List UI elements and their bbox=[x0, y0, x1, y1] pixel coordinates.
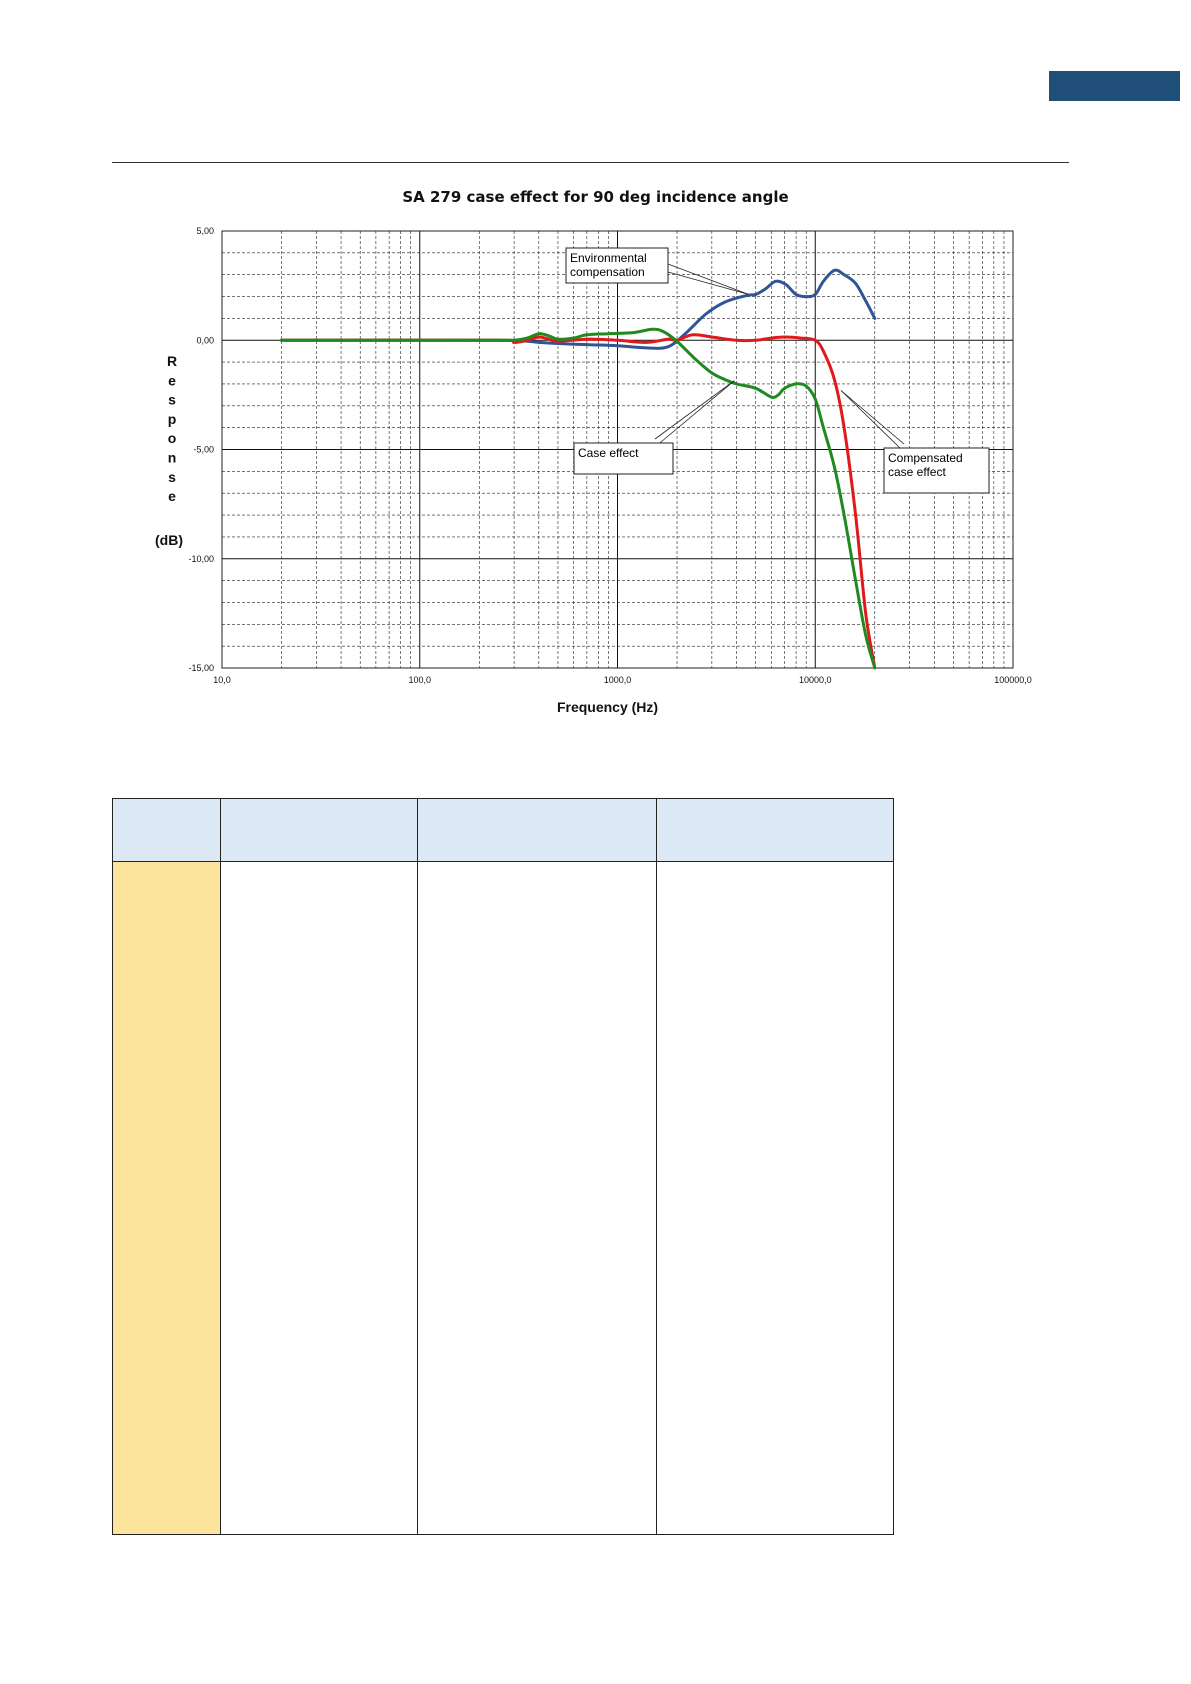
y-tick-label: -10,00 bbox=[188, 553, 214, 564]
y-axis-label-letter: e bbox=[168, 372, 176, 389]
x-tick-label: 1000,0 bbox=[603, 675, 632, 685]
y-tick-label: 5,00 bbox=[196, 226, 214, 236]
table-header-row bbox=[113, 799, 894, 862]
table-header-cell bbox=[657, 799, 894, 862]
chart-title: SA 279 case effect for 90 deg incidence angle bbox=[402, 188, 789, 206]
annotation-environmental-text: compensation bbox=[570, 265, 645, 279]
table-header-cell bbox=[221, 799, 418, 862]
info-table bbox=[112, 798, 894, 1535]
case-effect-line bbox=[282, 329, 875, 668]
y-axis-label bbox=[167, 353, 177, 504]
table-header-cell bbox=[113, 799, 221, 862]
annotation-environmental-text: Environmental bbox=[570, 251, 647, 265]
y-axis-label-letter: o bbox=[167, 430, 177, 447]
annotation-compensated-leader bbox=[841, 391, 904, 444]
table-cell bbox=[657, 862, 894, 1535]
table-cell bbox=[113, 862, 221, 1535]
annotation-case-effect-leader bbox=[655, 381, 734, 447]
y-axis-label-letter: p bbox=[167, 410, 177, 427]
y-axis-label-letter: R bbox=[166, 353, 178, 369]
y-axis-label-letter: s bbox=[168, 391, 176, 408]
y-tick-label: -15,00 bbox=[188, 663, 214, 673]
table-header-cell bbox=[418, 799, 657, 862]
x-tick-label: 100000,0 bbox=[994, 675, 1032, 685]
x-tick-label: 100,0 bbox=[408, 675, 432, 685]
table-cell bbox=[418, 862, 657, 1535]
y-tick-label: 0,00 bbox=[196, 335, 214, 346]
annotation-compensated-leader bbox=[841, 391, 904, 452]
y-axis-label-letter: e bbox=[168, 488, 176, 505]
x-tick-label: 10000,0 bbox=[798, 675, 832, 685]
compensated-case-effect-line bbox=[282, 335, 875, 668]
annotation-layer bbox=[566, 248, 989, 493]
y-axis-label-letter: n bbox=[167, 449, 177, 466]
table-cell bbox=[221, 862, 418, 1535]
y-tick-label: -5,00 bbox=[193, 444, 214, 455]
y-axis-label-letter: s bbox=[168, 468, 176, 485]
response-chart bbox=[0, 0, 1191, 760]
annotation-compensated-text: case effect bbox=[888, 465, 946, 479]
x-tick-label: 10,0 bbox=[213, 675, 231, 685]
y-axis-unit: (dB) bbox=[155, 532, 183, 548]
annotation-case-effect-leader bbox=[655, 381, 734, 439]
annotation-compensated-text: Compensated bbox=[888, 451, 963, 465]
table-row bbox=[113, 862, 894, 1535]
annotation-case-effect-text: Case effect bbox=[578, 446, 639, 460]
x-axis-label: Frequency (Hz) bbox=[556, 699, 659, 715]
